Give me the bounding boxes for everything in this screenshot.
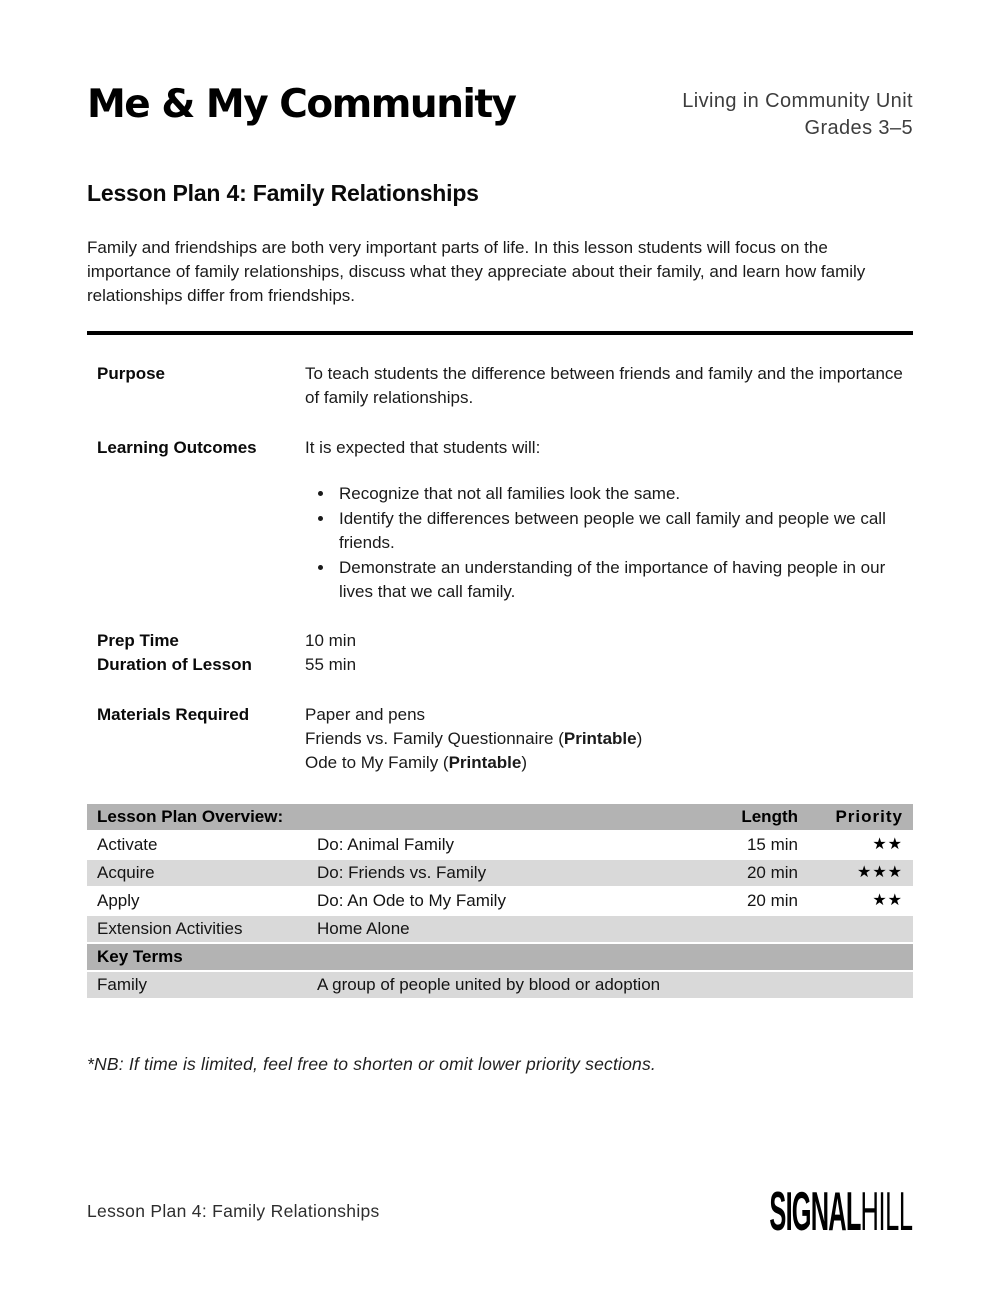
- term-cell: Family: [97, 975, 148, 994]
- activity-cell: Do: Animal Family: [317, 835, 454, 854]
- materials-label: Materials Required: [97, 705, 250, 724]
- lesson-overview-table: [87, 802, 913, 1000]
- document-header: [87, 0, 913, 142]
- overview-header-row: [87, 804, 913, 830]
- unit-name: Living in Community Unit: [682, 90, 913, 112]
- section-divider: [87, 331, 913, 335]
- logo-hill-text: HILL: [860, 1180, 913, 1243]
- material-item: Friends vs. Family Questionnaire (Printable): [305, 729, 643, 748]
- phase-cell: Apply: [97, 891, 140, 910]
- materials-row: [87, 703, 913, 775]
- document-footer: [87, 1180, 913, 1243]
- phase-cell: Extension Activities: [97, 919, 243, 938]
- key-term-row: [87, 972, 913, 998]
- outcomes-value: [305, 436, 913, 605]
- outcome-item: • Identify the differences between people we call family and people we call friends.: [335, 507, 913, 555]
- priority-stars: [808, 916, 913, 942]
- outcome-item: • Demonstrate an understanding of the importance of having people in our lives that we call family.: [335, 556, 913, 604]
- outcome-item: • Recognize that not all families look the same.: [335, 482, 913, 506]
- length-cell: 20 min: [746, 863, 798, 882]
- lesson-intro: Family and friendships are both very important parts of life. In this lesson students will focus on the importance of family relationships, discuss what they appreciate about their family, and learn how family relationships differ from friendships.: [87, 238, 866, 305]
- document-title: Me & My Community: [87, 82, 516, 127]
- phase-cell: Activate: [97, 835, 158, 854]
- outcomes-intro: It is expected that students will:: [305, 438, 541, 457]
- length-column-header: Length: [741, 807, 798, 826]
- definition-cell: A group of people united by blood or adoption: [317, 975, 661, 994]
- material-item: Ode to My Family (Printable): [305, 753, 528, 772]
- priority-stars: ★★: [872, 892, 903, 909]
- logo-signal-text: SIGNAL: [769, 1180, 861, 1243]
- length-cell: 20 min: [746, 891, 798, 910]
- lesson-details: [87, 362, 913, 775]
- duration-value: 55 min: [305, 655, 357, 674]
- signalhill-logo: [769, 1180, 913, 1243]
- material-item: Paper and pens: [305, 705, 426, 724]
- overview-title: Lesson Plan Overview:: [97, 807, 284, 826]
- outcomes-list: [335, 482, 913, 604]
- activity-cell: Do: An Ode to My Family: [317, 891, 506, 910]
- key-terms-label: Key Terms: [97, 947, 183, 966]
- purpose-label: Purpose: [97, 364, 166, 383]
- overview-row: [87, 860, 913, 886]
- duration-row: [87, 653, 913, 677]
- activity-cell: Do: Friends vs. Family: [317, 863, 487, 882]
- length-cell: 15 min: [746, 835, 798, 854]
- outcomes-row: [87, 436, 913, 605]
- priority-column-header: Priority: [835, 807, 903, 826]
- priority-stars: ★★: [872, 836, 903, 853]
- prep-time-value: 10 min: [305, 631, 357, 650]
- length-cell: [698, 916, 808, 942]
- activity-cell: Home Alone: [317, 919, 410, 938]
- materials-list: [305, 703, 913, 775]
- overview-row: [87, 916, 913, 942]
- unit-info: [682, 84, 913, 142]
- footer-page-label: Lesson Plan 4: Family Relationships: [87, 1201, 380, 1221]
- grade-range: Grades 3–5: [804, 117, 913, 139]
- overview-row: [87, 888, 913, 914]
- prep-time-row: [87, 629, 913, 653]
- purpose-row: [87, 362, 913, 410]
- lesson-heading: Lesson Plan 4: Family Relationships: [87, 180, 479, 206]
- priority-stars: ★★★: [856, 864, 903, 881]
- phase-cell: Acquire: [97, 863, 155, 882]
- purpose-text: To teach students the difference between friends and family and the importance of family relationships.: [305, 364, 903, 407]
- prep-time-label: Prep Time: [97, 631, 179, 650]
- key-terms-header-row: [87, 944, 913, 970]
- overview-table-body: [87, 832, 913, 998]
- overview-row: [87, 832, 913, 858]
- duration-label: Duration of Lesson: [97, 655, 252, 674]
- nb-note: *NB: If time is limited, feel free to shorten or omit lower priority sections.: [87, 1054, 656, 1074]
- outcomes-label: Learning Outcomes: [97, 438, 257, 457]
